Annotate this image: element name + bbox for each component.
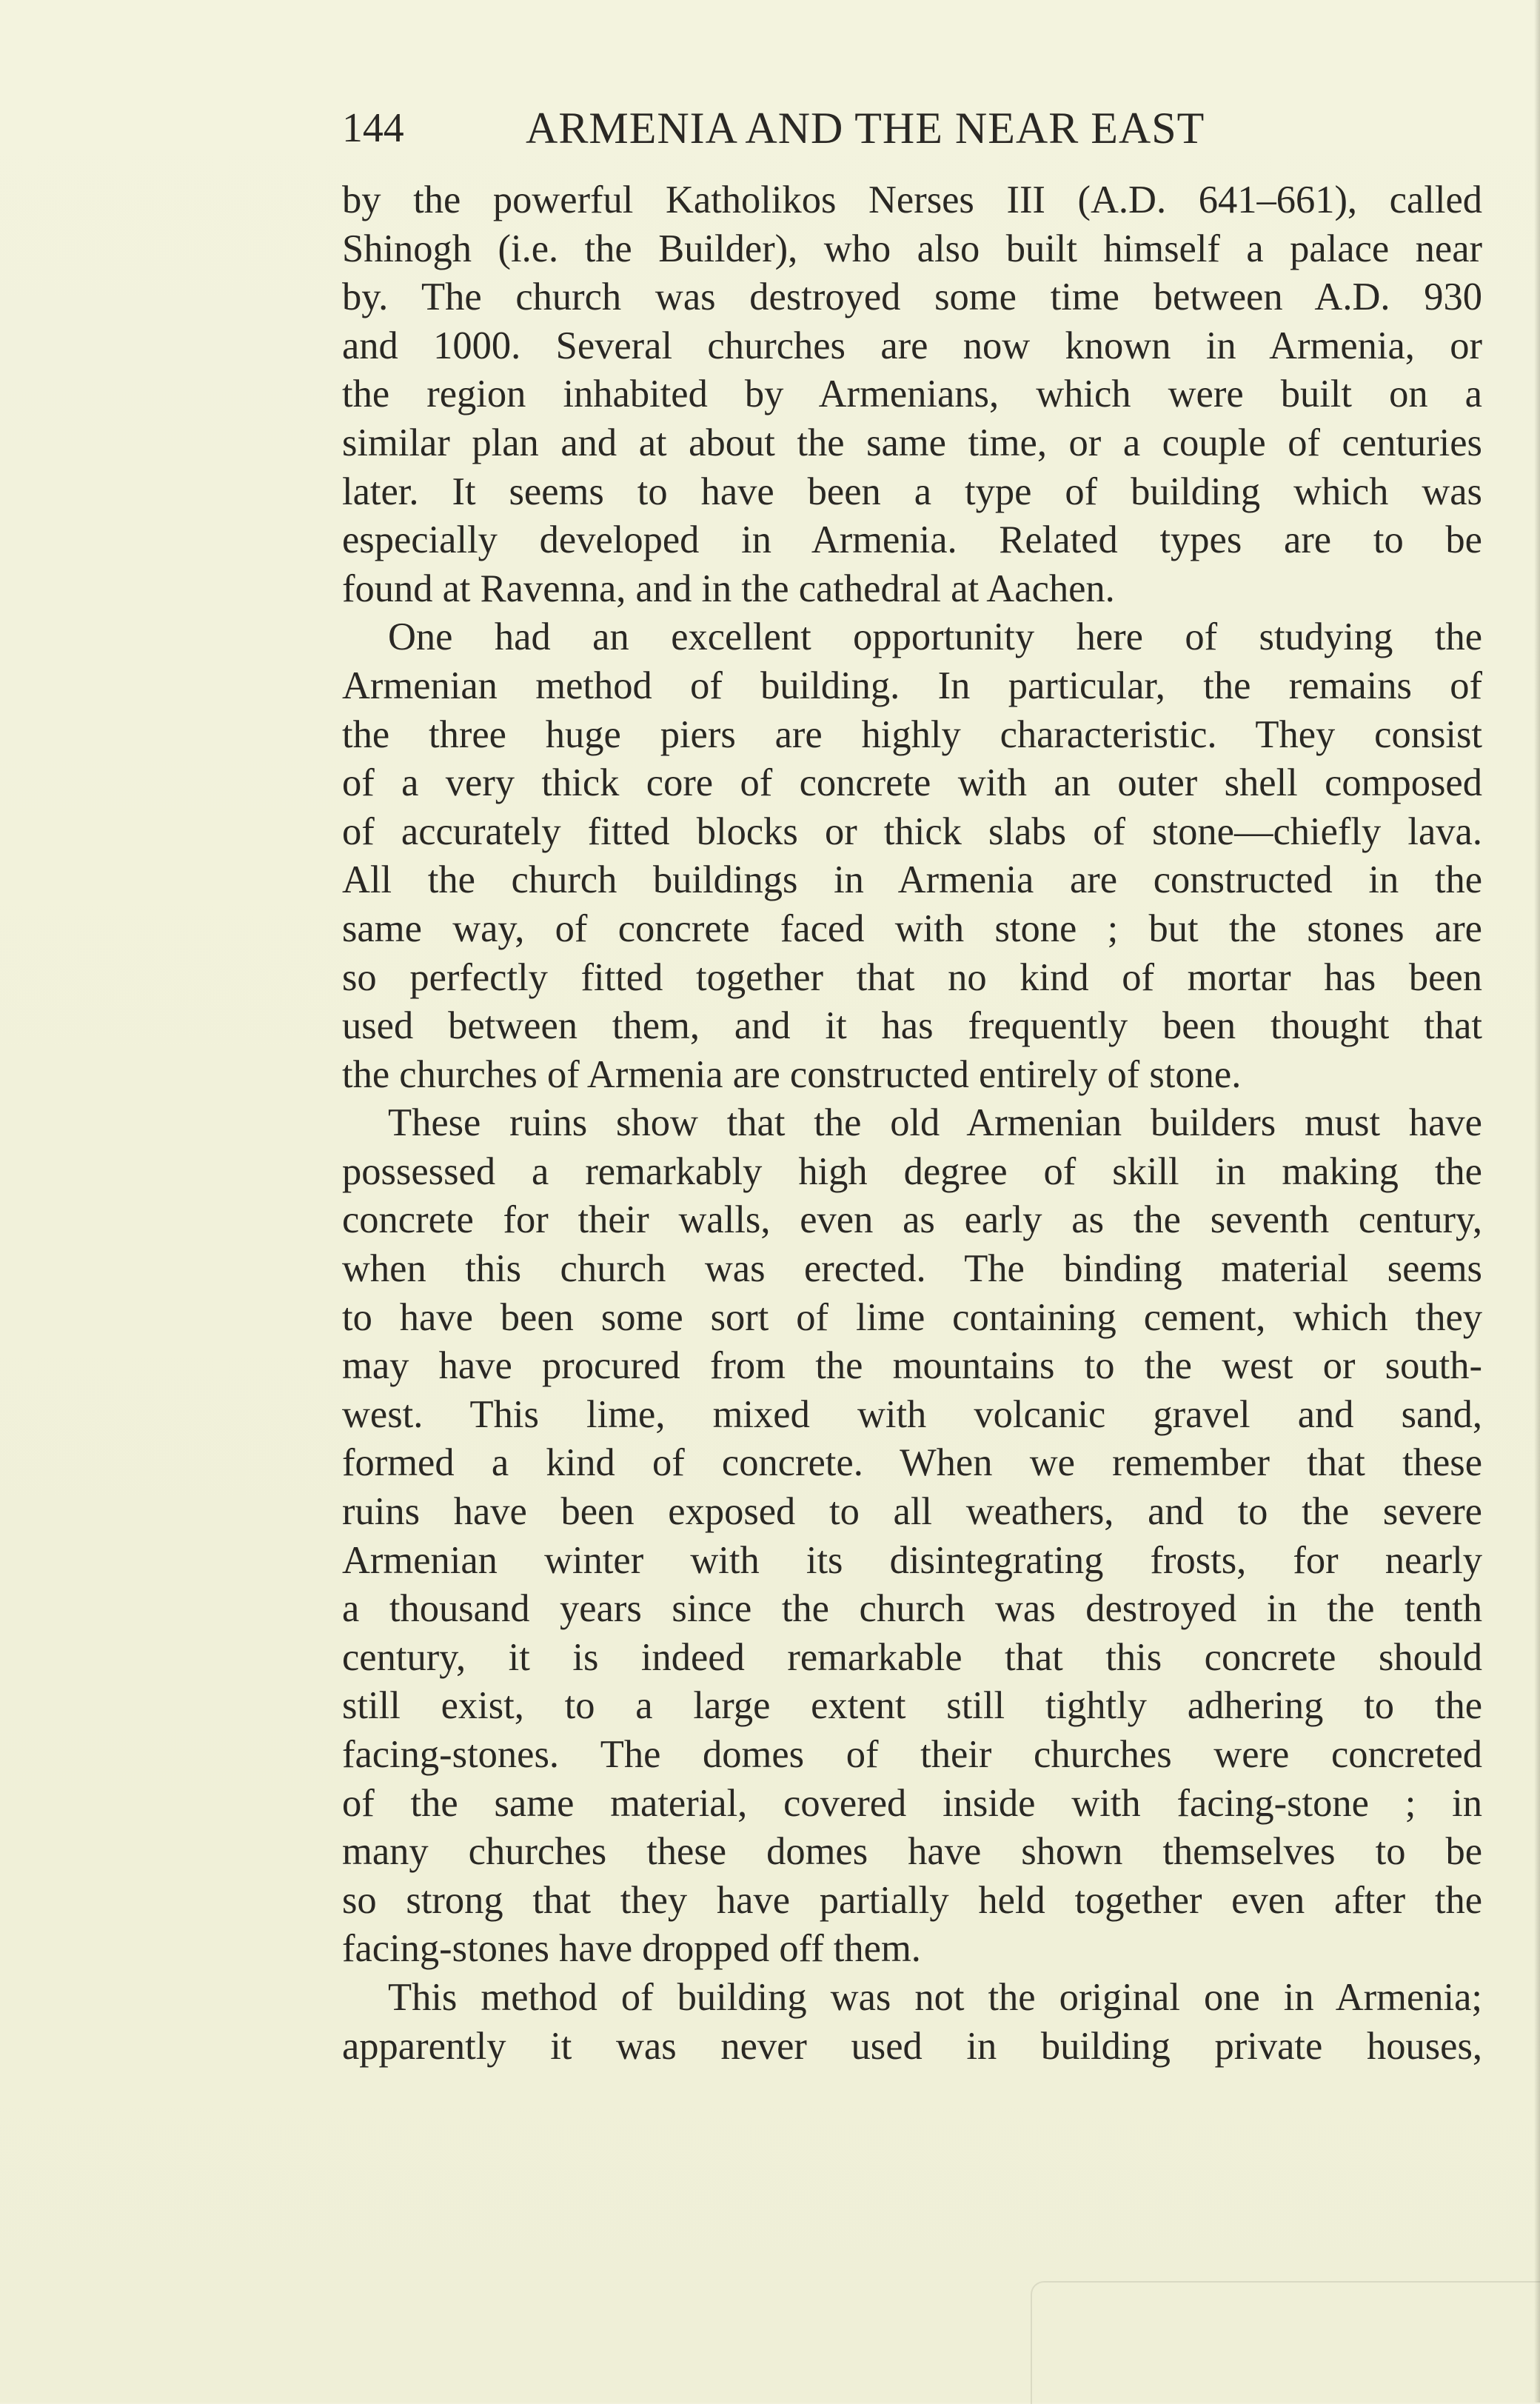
text-line: west. This lime, mixed with volcanic gravel and sand,: [342, 1392, 1482, 1436]
paragraph-end-line: facing-stones have dropped off them.: [342, 1927, 921, 1971]
body-text: [342, 176, 1482, 2071]
text-line: same way, of concrete faced with stone ; but the stones are: [342, 906, 1482, 950]
text-line: possessed a remarkably high degree of skill in making the: [342, 1149, 1482, 1193]
text-line: the region inhabited by Armenians, which were built on a: [342, 373, 1482, 416]
paragraph-end-line: found at Ravenna, and in the cathedral at Aachen.: [342, 567, 1115, 610]
text-line: of a very thick core of concrete with an outer shell composed: [342, 761, 1482, 805]
text-line: century, it is indeed remarkable that this concrete should: [342, 1635, 1482, 1679]
text-line: the three huge piers are highly characteristic. They consist: [342, 712, 1482, 756]
text-line: to have been some sort of lime containing cement, which they: [342, 1295, 1482, 1339]
paragraph-start-line: One had an excellent opportunity here of studying the: [388, 615, 1482, 659]
text-line: still exist, to a large extent still tightly adhering to the: [342, 1684, 1482, 1728]
text-line: and 1000. Several churches are now known in Armenia, or: [342, 324, 1482, 367]
text-line: apparently it was never used in building private houses,: [342, 2024, 1482, 2068]
text-line: by the powerful Katholikos Nerses III (A.D. 641–661), called: [342, 178, 1482, 221]
text-line: Armenian winter with its disintegrating frosts, for nearly: [342, 1538, 1482, 1582]
text-line: may have procured from the mountains to the west or south-: [342, 1344, 1482, 1388]
text-line: when this church was erected. The binding material seems: [342, 1247, 1482, 1291]
text-line: facing-stones. The domes of their churches were concreted: [342, 1733, 1482, 1776]
text-line: especially developed in Armenia. Related types are to be: [342, 518, 1482, 562]
text-line: of accurately fitted blocks or thick slabs of stone—chiefly lava.: [342, 809, 1482, 853]
page-number: 144: [342, 105, 404, 151]
text-line: formed a kind of concrete. When we remember that these: [342, 1441, 1482, 1485]
text-line: Armenian method of building. In particular, the remains of: [342, 664, 1482, 707]
text-line: used between them, and it has frequently been thought that: [342, 1004, 1482, 1048]
text-line: All the church buildings in Armenia are constructed in the: [342, 858, 1482, 902]
text-line: many churches these domes have shown themselves to be: [342, 1830, 1482, 1874]
running-head: ARMENIA AND THE NEAR EAST: [526, 104, 1205, 153]
paragraph-end-line: the churches of Armenia are constructed entirely of stone.: [342, 1052, 1242, 1096]
text-line: a thousand years since the church was destroyed in the tenth: [342, 1587, 1482, 1631]
paragraph-start-line: These ruins show that the old Armenian builders must have: [388, 1101, 1482, 1145]
text-line: by. The church was destroyed some time between A.D. 930: [342, 276, 1482, 319]
paragraph-start-line: This method of building was not the original one in Armenia;: [388, 1975, 1482, 2019]
text-line: of the same material, covered inside with facing-stone ; in: [342, 1781, 1482, 1825]
text-line: so perfectly fitted together that no kind of mortar has been: [342, 955, 1482, 999]
scan-corner-mark: [1031, 2281, 1540, 2404]
text-line: Shinogh (i.e. the Builder), who also built himself a palace near: [342, 227, 1482, 270]
text-line: so strong that they have partially held together even after the: [342, 1878, 1482, 1922]
text-line: ruins have been exposed to all weathers, and to the severe: [342, 1490, 1482, 1534]
page-edge-shadow: [1534, 0, 1540, 2403]
text-line: concrete for their walls, even as early as the seventh century,: [342, 1198, 1482, 1242]
text-line: similar plan and at about the same time, or a couple of centuries: [342, 421, 1482, 464]
text-line: later. It seems to have been a type of building which was: [342, 470, 1482, 513]
page-header: [342, 95, 1305, 161]
